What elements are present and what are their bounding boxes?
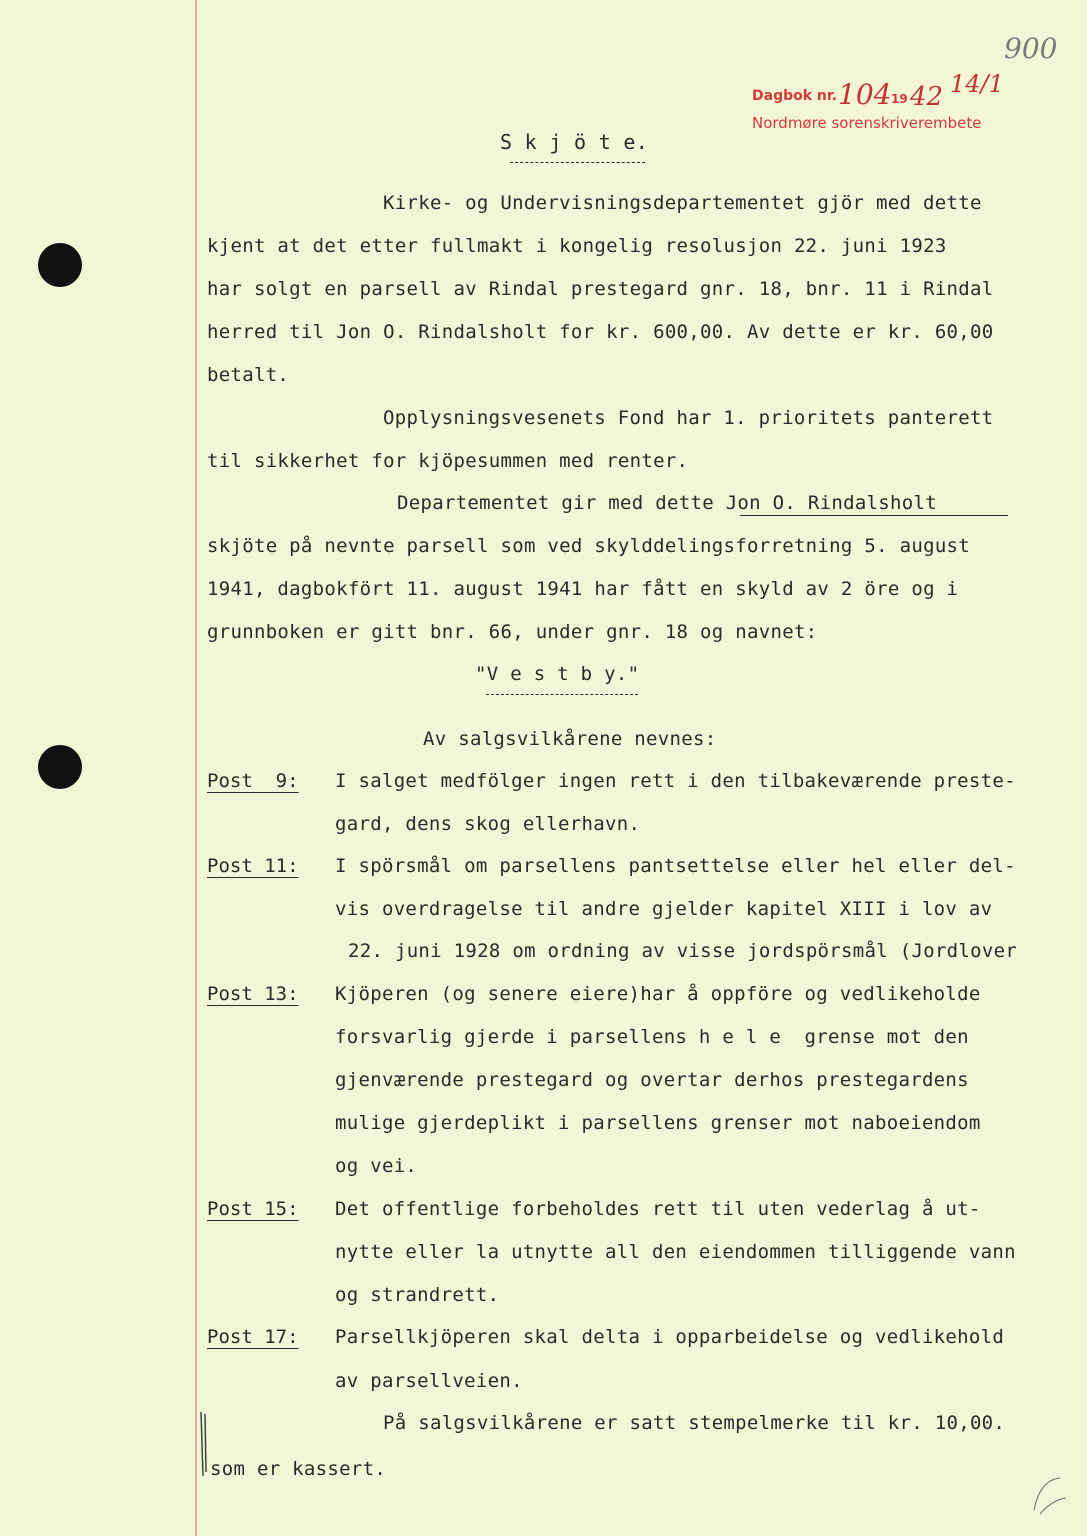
- post-line: og strandrett.: [335, 1284, 500, 1306]
- post-line: I spörsmål om parsellens pantsettelse eller hel eller del-: [335, 855, 1016, 877]
- post-label: Post 13:: [207, 983, 299, 1005]
- property-name: "V e s t b y.": [475, 663, 640, 685]
- post-line: forsvarlig gjerde i parsellens h e l e grense mot den: [335, 1026, 969, 1048]
- body-line: skjöte på nevnte parsell som ved skylddelingsforretning 5. august: [207, 535, 971, 557]
- post-line: og vei.: [335, 1155, 418, 1177]
- post-label: Post 11:: [207, 855, 299, 877]
- stamp-date: 14/1: [950, 70, 1004, 98]
- closing-line: På salgsvilkårene er satt stempelmerke til kr. 10,00.: [383, 1412, 1006, 1434]
- corner-pencil-mark: [1030, 1470, 1070, 1520]
- post-line: gjenværende prestegard og overtar derhos prestegardens: [335, 1069, 969, 1091]
- stamp-year-prefix: 19: [891, 92, 908, 106]
- body-line: grunnboken er gitt bnr. 66, under gnr. 18 og navnet:: [207, 621, 818, 643]
- punch-hole-bottom: [38, 745, 82, 789]
- closing-line: som er kassert.: [210, 1458, 387, 1480]
- body-line: kjent at det etter fullmakt i kongelig resolusjon 22. juni 1923: [207, 235, 947, 257]
- post-line: 22. juni 1928 om ordning av visse jordspörsmål (Jordlover: [348, 940, 1018, 962]
- body-line: til sikkerhet for kjöpesummen med renter.: [207, 450, 689, 472]
- margin-rule: [195, 0, 197, 1536]
- body-line: 1941, dagbokfört 11. august 1941 har fått en skyld av 2 öre og i: [207, 578, 959, 600]
- post-label: Post 15:: [207, 1198, 299, 1220]
- post-line: Parsellkjöperen skal delta i opparbeidelse og vedlikehold: [335, 1326, 1005, 1348]
- post-line: nytte eller la utnytte all den eiendommen tilliggende vann: [335, 1241, 1016, 1263]
- body-line: har solgt en parsell av Rindal prestegard gnr. 18, bnr. 11 i Rindal: [207, 278, 994, 300]
- property-name-underline: [486, 694, 638, 695]
- stamp-number: 104: [838, 78, 892, 111]
- document-title: S k j ö t e.: [500, 130, 649, 154]
- post-line: mulige gjerdeplikt i parsellens grenser mot naboeiendom: [335, 1112, 981, 1134]
- title-underline: [510, 162, 645, 163]
- post-line: Det offentlige forbeholdes rett til uten vederlag å ut-: [335, 1198, 981, 1220]
- post-label: Post 9:: [207, 770, 299, 792]
- post-line: Kjöperen (og senere eiere)har å oppföre og vedlikeholde: [335, 983, 981, 1005]
- stamp-year: 42: [910, 82, 944, 112]
- body-line: betalt.: [207, 364, 290, 386]
- body-line: Opplysningsvesenets Fond har 1. prioritets panterett: [383, 407, 994, 429]
- post-label: Post 17:: [207, 1326, 299, 1348]
- stamp-label: Dagbok nr.: [752, 88, 838, 104]
- post-line: I salget medfölger ingen rett i den tilbakeværende preste-: [335, 770, 1016, 792]
- post-line: av parsellveien.: [335, 1370, 523, 1392]
- body-line: Kirke- og Undervisningsdepartementet gjör med dette: [383, 192, 982, 214]
- body-line: Av salgsvilkårene nevnes:: [423, 728, 717, 750]
- page-number: 900: [1004, 32, 1058, 65]
- post-line: gard, dens skog ellerhavn.: [335, 813, 641, 835]
- margin-pencil-mark: [196, 1410, 210, 1480]
- post-line: vis overdragelse til andre gjelder kapitel XIII i lov av: [335, 898, 993, 920]
- stamp-office: Nordmøre sorenskriverembete: [752, 114, 982, 132]
- buyer-name-underline: [740, 515, 1008, 516]
- punch-hole-top: [38, 243, 82, 287]
- body-line: herred til Jon O. Rindalsholt for kr. 600,00. Av dette er kr. 60,00: [207, 321, 994, 343]
- body-line: Departementet gir med dette Jon O. Rindalsholt: [397, 492, 937, 514]
